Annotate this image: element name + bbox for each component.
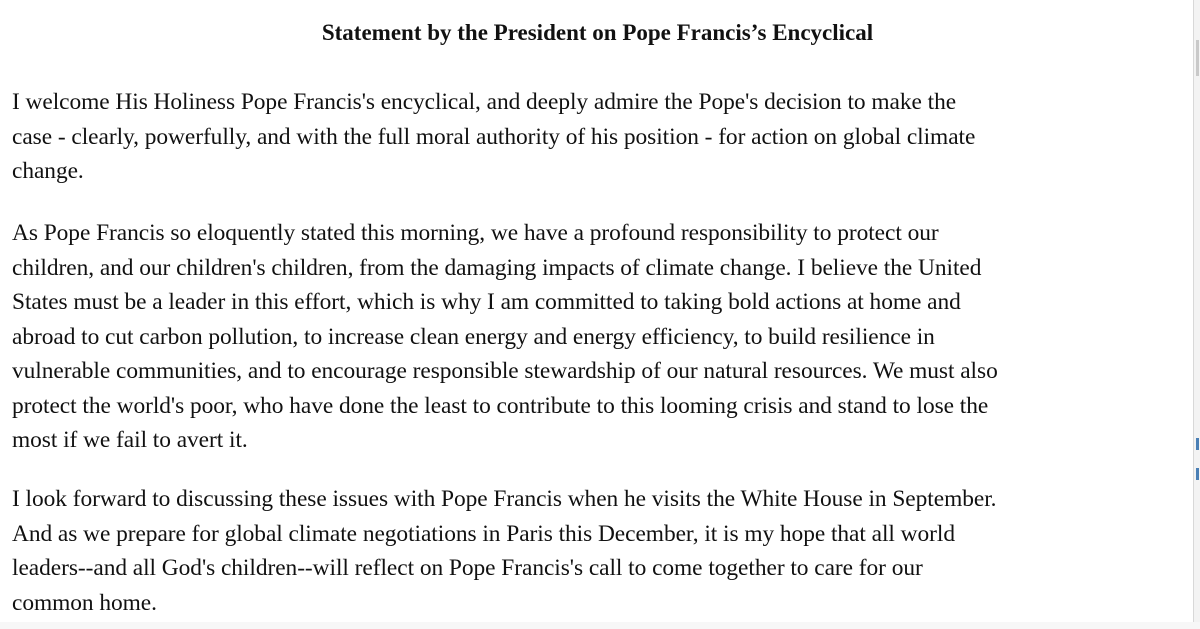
paragraph-2 xyxy=(12,216,1194,458)
window-bottom-edge xyxy=(0,622,1200,629)
paragraph-3 xyxy=(12,482,1194,620)
scrollbar-marker xyxy=(1196,468,1199,480)
paragraph-line: case - clearly, powerfully, and with the full moral authority of his position - for action on global climate xyxy=(12,123,976,150)
paragraph-line: leaders--and all God's children--will reflect on Pope Francis's call to come together to care for our xyxy=(12,555,923,581)
paragraph-line: States must be a leader in this effort, which is why I am committed to taking bold actions at home and xyxy=(12,289,961,315)
paragraph-line: vulnerable communities, and to encourage responsible stewardship of our natural resources. We must also xyxy=(12,358,998,384)
scrollbar-marker xyxy=(1196,438,1199,450)
paragraph-line: And as we prepare for global climate negotiations in Paris this December, it is my hope that all world xyxy=(12,520,955,547)
statement-title: Statement by the President on Pope Francis’s Encyclical xyxy=(321,20,874,45)
paragraph-line: common home. xyxy=(12,589,157,616)
paragraph-line: most if we fail to avert it. xyxy=(12,427,248,453)
paragraph-line: abroad to cut carbon pollution, to increase clean energy and energy efficiency, to build resilience in xyxy=(12,323,935,350)
window-scrollbar-edge[interactable] xyxy=(1193,0,1200,629)
paragraph-line: As Pope Francis so eloquently stated this morning, we have a profound responsibility to protect our xyxy=(12,220,939,246)
paragraph-line: children, and our children's children, from the damaging impacts of climate change. I believe the United xyxy=(12,254,982,281)
scrollbar-thumb[interactable] xyxy=(1196,40,1199,76)
paragraph-1 xyxy=(12,85,1194,189)
paragraph-line: change. xyxy=(12,158,84,184)
paragraph-line: I look forward to discussing these issues with Pope Francis when he visits the White House in September. xyxy=(12,486,997,512)
paragraph-line: I welcome His Holiness Pope Francis's encyclical, and deeply admire the Pope's decision to make the xyxy=(12,89,957,115)
paragraph-line: protect the world's poor, who have done the least to contribute to this looming crisis and stand to lose the xyxy=(12,392,989,419)
